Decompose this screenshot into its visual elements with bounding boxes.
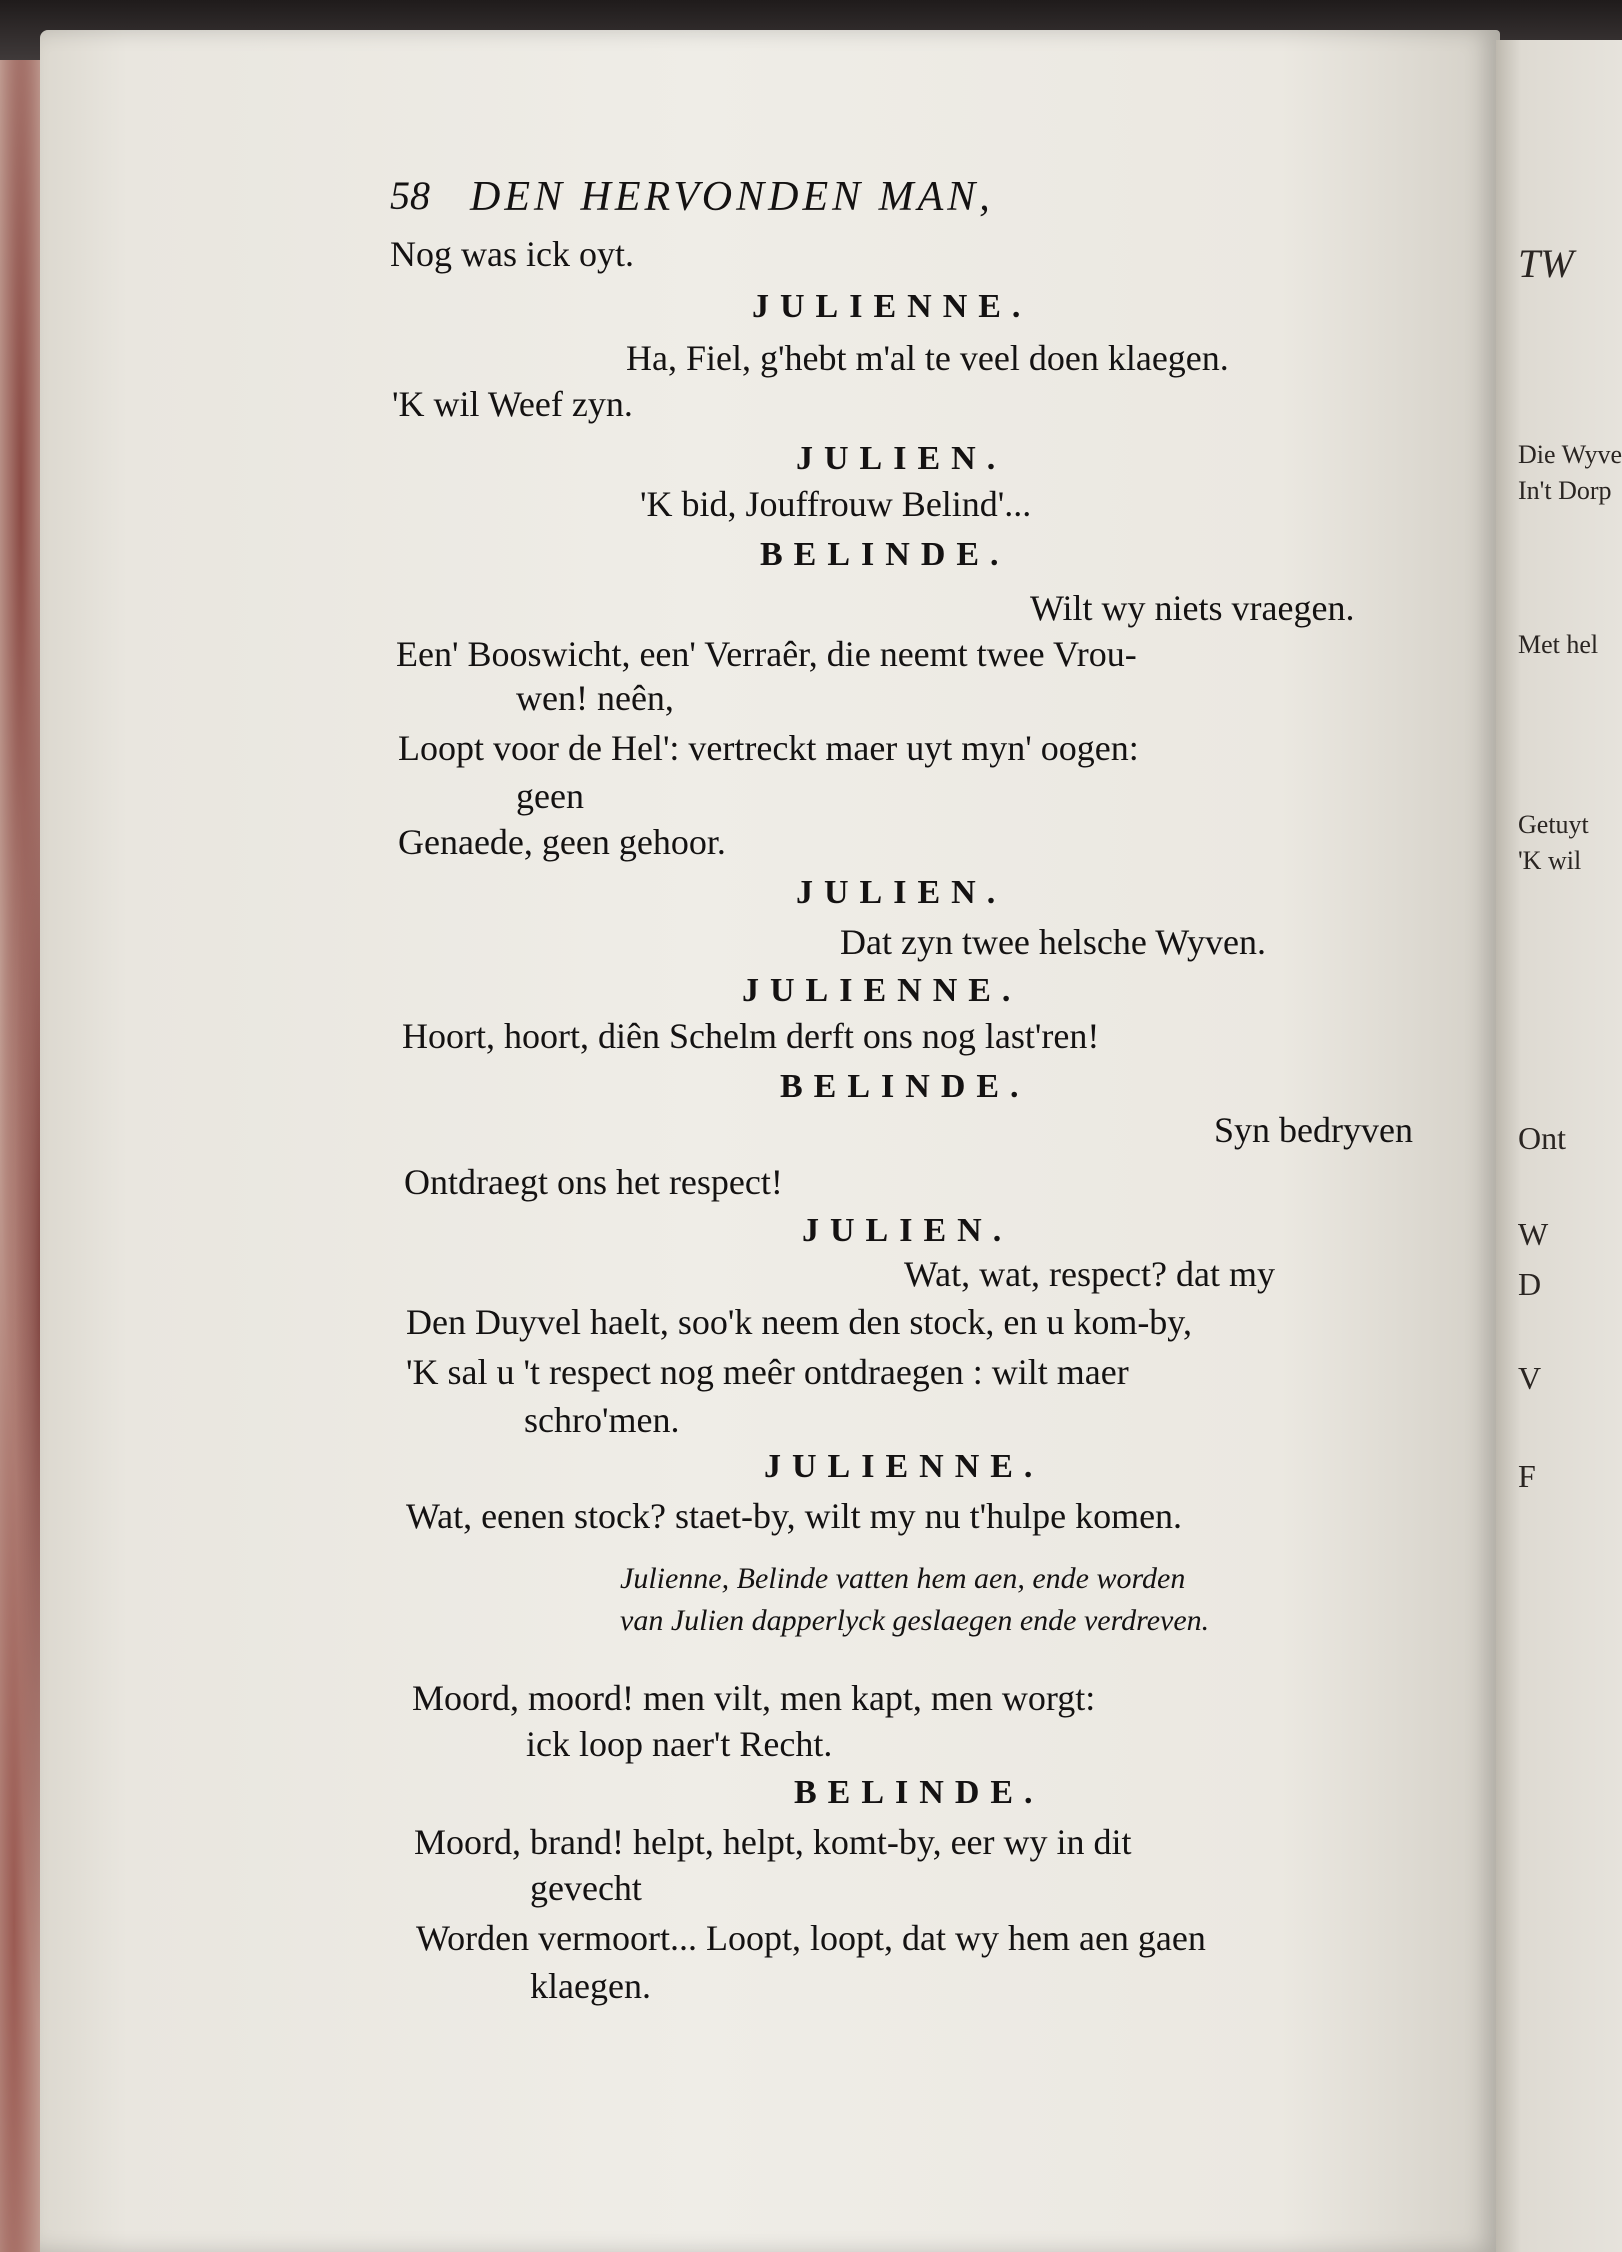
speaker-name: BELINDE. <box>794 1774 1044 1811</box>
speaker-name: JULIENNE. <box>742 972 1022 1009</box>
speaker-name: JULIEN. <box>802 1212 1013 1249</box>
facing-page-fragment: Ont <box>1518 1120 1566 1156</box>
text-line: 'K sal u 't respect nog meêr ontdraegen : wilt maer <box>406 1352 1129 1392</box>
speaker-name: BELINDE. <box>760 536 1010 573</box>
text-line: klaegen. <box>530 1966 651 2006</box>
stage-direction: van Julien dapperlyck geslaegen ende verdreven. <box>620 1604 1210 1637</box>
text-line: gevecht <box>530 1868 642 1908</box>
text-line: Nog was ick oyt. <box>390 234 634 274</box>
facing-page-fragment: In't Dorp <box>1518 476 1612 505</box>
speaker-name: JULIENNE. <box>764 1448 1044 1485</box>
text-line: Dat zyn twee helsche Wyven. <box>840 922 1267 962</box>
text-line: Wat, wat, respect? dat my <box>904 1254 1275 1294</box>
text-line: Den Duyvel haelt, soo'k neem den stock, en u kom-by, <box>406 1302 1192 1342</box>
text-line: Genaede, geen gehoor. <box>398 822 726 862</box>
facing-page-fragment: TW <box>1518 241 1574 286</box>
text-line: 'K wil Weef zyn. <box>392 384 633 424</box>
text-line: geen <box>516 776 584 816</box>
text-line: 'K bid, Jouffrouw Belind'... <box>640 484 1032 524</box>
facing-page-fragment: Met hel <box>1518 630 1599 659</box>
facing-page-fragment: V <box>1518 1360 1542 1396</box>
running-title: DEN HERVONDEN MAN, <box>470 174 994 220</box>
facing-page-fragment: Getuyt <box>1518 810 1589 839</box>
text-line: Loopt voor de Hel': vertreckt maer uyt myn' oogen: <box>398 728 1139 768</box>
speaker-name: JULIEN. <box>796 440 1007 477</box>
text-line: Moord, brand! helpt, helpt, komt-by, eer wy in dit <box>414 1822 1132 1862</box>
speaker-name: BELINDE. <box>780 1068 1030 1105</box>
facing-page-fragment: D <box>1518 1266 1542 1302</box>
speaker-name: JULIEN. <box>796 874 1007 911</box>
facing-page-fragment: 'K wil <box>1518 846 1582 875</box>
text-line: ick loop naer't Recht. <box>526 1724 833 1764</box>
facing-page-fragment: W <box>1518 1216 1549 1252</box>
text-line: Wat, eenen stock? staet-by, wilt my nu t'hulpe komen. <box>406 1496 1183 1536</box>
text-line: wen! neên, <box>516 678 674 718</box>
text-line: Wilt wy niets vraegen. <box>1030 588 1355 628</box>
text-line: Ontdraegt ons het respect! <box>404 1162 783 1202</box>
facing-page-fragment: F <box>1518 1458 1536 1494</box>
text-line: Moord, moord! men vilt, men kapt, men worgt: <box>412 1678 1096 1718</box>
page-number: 58 <box>390 173 430 218</box>
book-page <box>40 30 1500 2252</box>
text-line: Een' Booswicht, een' Verraêr, die neemt twee Vrou- <box>396 634 1137 674</box>
text-line: Worden vermoort... Loopt, loopt, dat wy hem aen gaen <box>416 1918 1206 1958</box>
stage-direction: Julienne, Belinde vatten hem aen, ende worden <box>620 1562 1186 1595</box>
text-line: Syn bedryven <box>1214 1110 1413 1150</box>
text-line: Hoort, hoort, diên Schelm derft ons nog last'ren! <box>402 1016 1100 1056</box>
facing-page <box>1496 40 1622 2252</box>
facing-page-fragment: Die Wyve <box>1518 440 1622 469</box>
text-line: Ha, Fiel, g'hebt m'al te veel doen klaegen. <box>626 338 1229 378</box>
text-line: schro'men. <box>524 1400 680 1440</box>
speaker-name: JULIENNE. <box>752 288 1032 325</box>
